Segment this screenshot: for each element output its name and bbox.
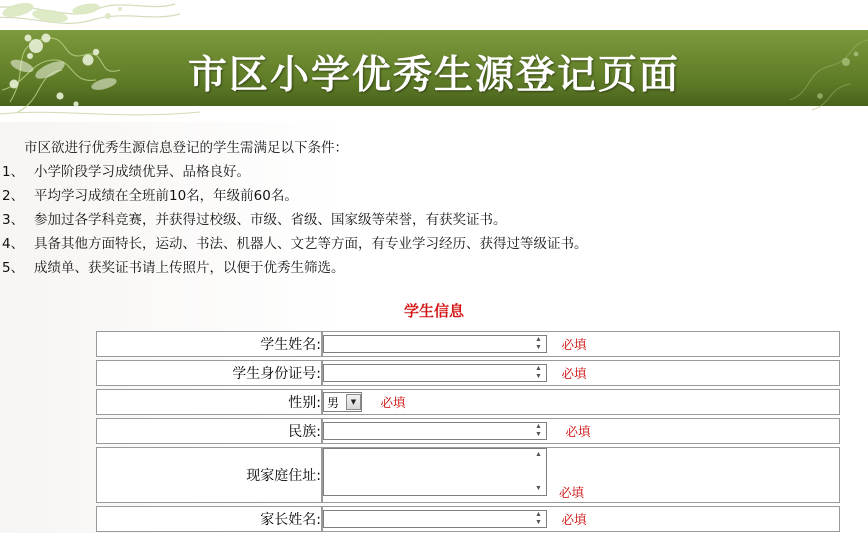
condition-item xyxy=(0,162,868,183)
parent-name-input[interactable] xyxy=(324,512,524,528)
field-cell-student-id xyxy=(322,360,840,386)
condition-number: 1、 xyxy=(2,164,25,180)
spinner-icon[interactable] xyxy=(532,449,545,495)
condition-text: 小学阶段学习成绩优异、品格良好。 xyxy=(34,164,250,180)
required-mark: 必填 xyxy=(380,395,406,410)
parent-name-input-wrap[interactable] xyxy=(323,510,547,528)
field-label: 现家庭住址: xyxy=(96,447,322,503)
required-mark: 必填 xyxy=(565,423,591,439)
condition-number: 2、 xyxy=(2,188,25,204)
conditions-intro: 市区欲进行优秀生源信息登记的学生需满足以下条件： xyxy=(24,140,348,156)
spinner-icon[interactable] xyxy=(532,365,545,381)
ethnicity-input[interactable] xyxy=(324,424,524,440)
table-row xyxy=(96,389,840,415)
field-label: 民族: xyxy=(96,418,322,444)
required-mark: 必填 xyxy=(561,511,587,527)
student-info-table xyxy=(96,328,840,535)
student-id-input[interactable] xyxy=(324,366,524,382)
page-title: 市区小学优秀生源登记页面 xyxy=(187,53,680,98)
field-cell-parent-name xyxy=(322,506,840,532)
student-info-form xyxy=(0,328,868,535)
condition-item xyxy=(0,186,868,207)
field-label: 性别: xyxy=(96,389,322,415)
required-mark: 必填 xyxy=(561,336,587,352)
gender-selected-value: 男 xyxy=(327,395,340,410)
spinner-down-icon[interactable]: ▼ xyxy=(535,518,542,526)
condition-text: 参加过各学科竞赛，并获得过校级、市级、省级、国家级等荣誉，有获奖证书。 xyxy=(34,212,507,228)
page-banner xyxy=(0,0,868,122)
gender-select[interactable] xyxy=(323,392,362,412)
table-row xyxy=(96,506,840,532)
required-mark: 必填 xyxy=(561,365,587,381)
table-row xyxy=(96,418,840,444)
conditions-block xyxy=(0,126,868,282)
spinner-down-icon[interactable]: ▼ xyxy=(535,485,542,492)
spinner-up-icon[interactable]: ▲ xyxy=(535,422,542,430)
student-name-input-wrap[interactable] xyxy=(323,335,547,353)
spinner-icon[interactable] xyxy=(532,336,545,352)
condition-text: 具备其他方面特长，运动、书法、机器人、文艺等方面，有专业学习经历、获得过等级证书。 xyxy=(34,236,588,252)
spinner-up-icon[interactable]: ▲ xyxy=(535,364,542,372)
address-textarea-wrap[interactable] xyxy=(323,448,547,496)
spinner-icon[interactable] xyxy=(532,511,545,527)
address-textarea[interactable] xyxy=(324,449,524,495)
spinner-up-icon[interactable]: ▲ xyxy=(535,510,542,518)
field-label: 家长姓名: xyxy=(96,506,322,532)
table-row xyxy=(96,331,840,357)
condition-text: 平均学习成绩在全班前10名，年级前60名。 xyxy=(34,188,298,204)
spinner-up-icon[interactable]: ▲ xyxy=(535,451,542,458)
condition-text: 成绩单、获奖证书请上传照片，以便于优秀生筛选。 xyxy=(34,260,345,276)
field-cell-ethnicity xyxy=(322,418,840,444)
table-row xyxy=(96,360,840,386)
student-id-input-wrap[interactable] xyxy=(323,364,547,382)
condition-number: 3、 xyxy=(2,212,25,228)
spinner-down-icon[interactable]: ▼ xyxy=(535,343,542,351)
field-cell-gender xyxy=(322,389,840,415)
student-info-heading: 学生信息 xyxy=(403,302,464,320)
condition-number: 4、 xyxy=(2,236,25,252)
required-mark: 必填 xyxy=(559,486,585,500)
field-cell-address xyxy=(322,447,840,503)
field-cell-student-name xyxy=(322,331,840,357)
student-name-input[interactable] xyxy=(324,337,524,353)
spinner-down-icon[interactable]: ▼ xyxy=(535,372,542,380)
spinner-icon[interactable] xyxy=(532,423,545,439)
field-label: 学生身份证号: xyxy=(96,360,322,386)
spinner-down-icon[interactable]: ▼ xyxy=(535,430,542,438)
condition-item xyxy=(0,210,868,231)
condition-number: 5、 xyxy=(2,260,25,276)
ethnicity-input-wrap[interactable] xyxy=(323,422,547,440)
field-label: 学生姓名: xyxy=(96,331,322,357)
condition-item xyxy=(0,234,868,255)
table-row xyxy=(96,447,840,503)
chevron-down-icon[interactable]: ▼ xyxy=(346,394,361,410)
spinner-up-icon[interactable]: ▲ xyxy=(535,335,542,343)
condition-item xyxy=(0,258,868,279)
